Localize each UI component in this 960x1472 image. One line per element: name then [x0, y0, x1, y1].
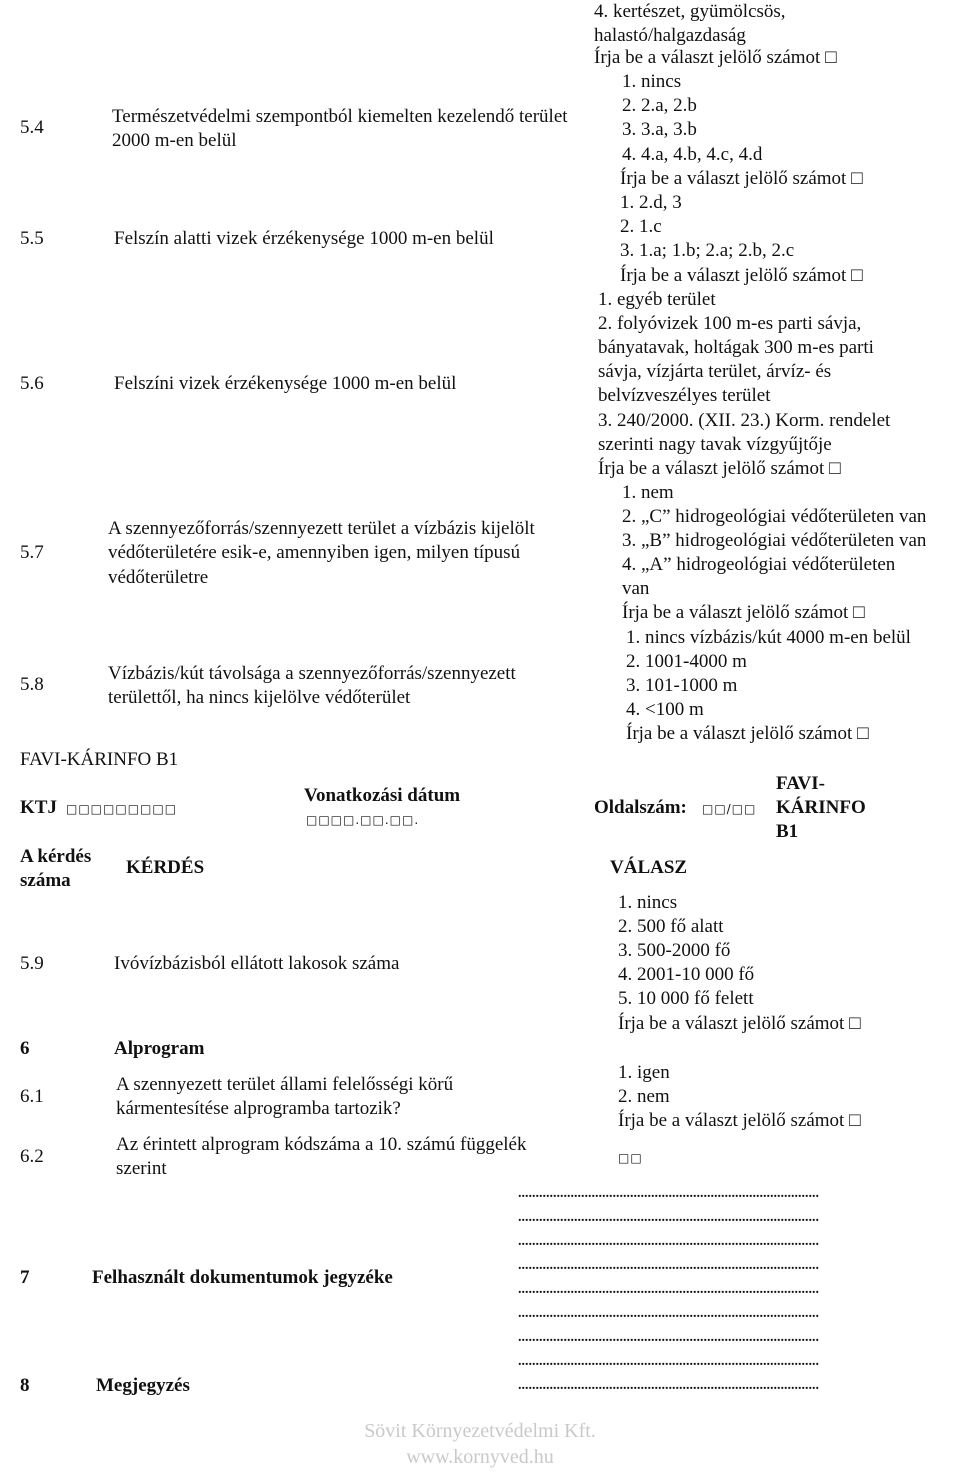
answer-line: Írja be a választ jelölő számot □ — [626, 723, 869, 744]
answer-line: Írja be a választ jelölő számot □ — [594, 47, 837, 68]
alprogram-code-field[interactable]: □□ — [618, 1151, 643, 1165]
question-text: Az érintett alprogram kódszáma a 10. számú függelék — [116, 1134, 527, 1155]
answer-line: bányatavak, holtágak 300 m-es parti — [598, 337, 874, 358]
answer-line: 1. 2.d, 3 — [620, 192, 682, 213]
answer-line: Írja be a választ jelölő számot □ — [618, 1110, 861, 1131]
page-number-field[interactable]: □□/□□ — [702, 802, 757, 816]
dotted-line[interactable]: ...................................................................................... — [518, 1234, 819, 1249]
question-text: Felszíni vizek érzékenysége 1000 m-en belül — [114, 373, 457, 394]
dotted-line[interactable]: ...................................................................................... — [518, 1330, 819, 1345]
question-text: védőterületre — [108, 567, 209, 588]
answer-line: 5. 10 000 fő felett — [618, 988, 754, 1009]
answer-line: 3. 500-2000 fő — [618, 940, 731, 961]
question-text: A szennyezett terület állami felelősségi körű — [116, 1074, 454, 1095]
column-header-question: KÉRDÉS — [126, 857, 205, 878]
dotted-line[interactable]: ...................................................................................... — [518, 1210, 819, 1225]
question-text: védőterületére esik-e, amennyiben igen, milyen típusú — [108, 542, 521, 563]
answer-line: 2. folyóvizek 100 m-es parti sávja, — [598, 313, 862, 334]
answer-line: 2. nem — [618, 1086, 670, 1107]
answer-line: 1. igen — [618, 1062, 670, 1083]
question-number: 6.1 — [20, 1086, 44, 1107]
ktj-field[interactable]: □□□□□□□□□ — [66, 802, 178, 816]
dotted-line[interactable]: ...................................................................................... — [518, 1306, 819, 1321]
answer-line: 4. 2001-10 000 fő — [618, 964, 755, 985]
column-header-number: száma — [20, 870, 71, 891]
question-text: Felszín alatti vizek érzékenysége 1000 m-en belül — [114, 228, 494, 249]
dotted-line[interactable]: ...................................................................................... — [518, 1378, 819, 1393]
company-url: www.kornyved.hu — [406, 1446, 554, 1468]
question-number: 5.9 — [20, 953, 44, 974]
question-text: kármentesítése alprogramba tartozik? — [116, 1098, 401, 1119]
question-number: 5.6 — [20, 373, 44, 394]
section-number: 8 — [20, 1375, 30, 1396]
section-number: 7 — [20, 1267, 30, 1288]
answer-line: belvízveszélyes terület — [598, 385, 771, 406]
answer-line: 4. <100 m — [626, 699, 704, 720]
form-id-right: B1 — [776, 821, 799, 842]
question-number: 5.5 — [20, 228, 44, 249]
answer-line: 3. „B” hidrogeológiai védőterületen van — [622, 530, 927, 551]
page-number-label: Oldalszám: — [594, 797, 687, 818]
question-text: szerint — [116, 1158, 167, 1179]
answer-line: 3. 3.a, 3.b — [622, 119, 697, 140]
column-header-number: A kérdés — [20, 846, 92, 867]
answer-line: 2. 2.a, 2.b — [622, 95, 697, 116]
question-text: Vízbázis/kút távolsága a szennyezőforrás/szennyezett — [108, 663, 516, 684]
section-number: 6 — [20, 1038, 30, 1059]
answer-line: 3. 1.a; 1.b; 2.a; 2.b, 2.c — [620, 240, 795, 261]
answer-line: 4. 4.a, 4.b, 4.c, 4.d — [622, 144, 763, 165]
answer-line: 1. nincs — [622, 71, 682, 92]
question-text: területtől, ha nincs kijelölve védőterület — [108, 687, 411, 708]
section-title: Alprogram — [114, 1038, 205, 1059]
form-id-right: KÁRINFO — [776, 797, 866, 818]
answer-line: 4. kertészet, gyümölcsös, — [594, 1, 786, 22]
question-number: 6.2 — [20, 1146, 44, 1167]
question-text: 2000 m-en belül — [112, 130, 237, 151]
question-text: Ivóvízbázisból ellátott lakosok száma — [114, 953, 400, 974]
question-number: 5.7 — [20, 542, 44, 563]
form-id-right: FAVI- — [776, 773, 825, 794]
answer-line: 1. nincs vízbázis/kút 4000 m-en belül — [626, 627, 911, 648]
answer-line: 1. nem — [622, 482, 674, 503]
column-header-answer: VÁLASZ — [610, 857, 688, 878]
question-text: A szennyezőforrás/szennyezett terület a vízbázis kijelölt — [108, 518, 535, 539]
answer-line: Írja be a választ jelölő számot □ — [598, 458, 841, 479]
answer-line: 2. „C” hidrogeológiai védőterületen van — [622, 506, 927, 527]
answer-line: 4. „A” hidrogeológiai védőterületen — [622, 554, 896, 575]
form-id-left: FAVI-KÁRINFO B1 — [20, 749, 179, 770]
answer-line: 3. 101-1000 m — [626, 675, 738, 696]
answer-line: van — [622, 578, 650, 599]
ktj-label: KTJ — [20, 797, 57, 818]
answer-line: 3. 240/2000. (XII. 23.) Korm. rendelet — [598, 410, 891, 431]
date-label: Vonatkozási dátum — [304, 785, 461, 806]
answer-line: Írja be a választ jelölő számot □ — [618, 1013, 861, 1034]
dotted-line[interactable]: ...................................................................................... — [518, 1282, 819, 1297]
company-name: Sövit Környezetvédelmi Kft. — [364, 1420, 596, 1442]
section-title: Felhasznált dokumentumok jegyzéke — [92, 1267, 393, 1288]
answer-line: szerinti nagy tavak vízgyűjtője — [598, 434, 832, 455]
answer-line: 2. 1.c — [620, 216, 662, 237]
answer-line: 1. egyéb terület — [598, 289, 716, 310]
question-text: Természetvédelmi szempontból kiemelten kezelendő terület — [112, 106, 568, 127]
answer-line: Írja be a választ jelölő számot □ — [620, 168, 863, 189]
section-title: Megjegyzés — [96, 1375, 190, 1396]
dotted-line[interactable]: ...................................................................................... — [518, 1186, 819, 1201]
answer-line: 1. nincs — [618, 892, 678, 913]
answer-line: 2. 1001-4000 m — [626, 651, 747, 672]
question-number: 5.4 — [20, 117, 44, 138]
question-number: 5.8 — [20, 674, 44, 695]
dotted-line[interactable]: ...................................................................................... — [518, 1354, 819, 1369]
date-field[interactable]: □□□□.□□.□□. — [306, 813, 420, 827]
answer-line: sávja, vízjárta terület, árvíz- és — [598, 361, 832, 382]
answer-line: halastó/halgazdaság — [594, 25, 746, 46]
answer-line: 2. 500 fő alatt — [618, 916, 724, 937]
answer-line: Írja be a választ jelölő számot □ — [620, 265, 863, 286]
answer-line: Írja be a választ jelölő számot □ — [622, 602, 865, 623]
dotted-line[interactable]: ...................................................................................... — [518, 1258, 819, 1273]
